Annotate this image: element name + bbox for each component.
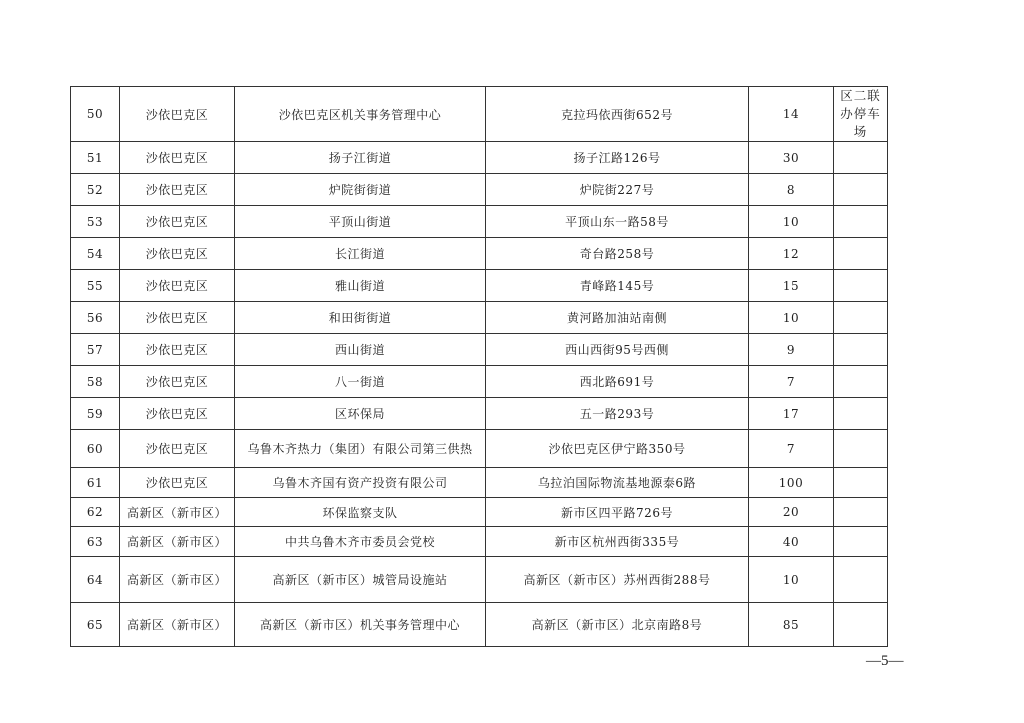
note-cell: 区二联办停车场 — [834, 87, 888, 142]
count-cell: 14 — [749, 87, 834, 142]
row-number-cell: 60 — [71, 430, 120, 468]
district-cell: 高新区（新市区） — [120, 557, 235, 603]
count-cell: 10 — [749, 206, 834, 238]
district-cell: 高新区（新市区） — [120, 527, 235, 557]
address-cell: 新市区杭州西街335号 — [486, 527, 749, 557]
row-number-cell: 61 — [71, 468, 120, 498]
row-number-cell: 55 — [71, 270, 120, 302]
district-cell: 沙依巴克区 — [120, 270, 235, 302]
district-cell: 高新区（新市区） — [120, 603, 235, 647]
district-cell: 沙依巴克区 — [120, 174, 235, 206]
address-cell: 黄河路加油站南侧 — [486, 302, 749, 334]
parking-table — [70, 86, 888, 647]
row-number-cell: 54 — [71, 238, 120, 270]
count-cell: 100 — [749, 468, 834, 498]
count-cell: 12 — [749, 238, 834, 270]
row-number-cell: 51 — [71, 142, 120, 174]
table-row — [71, 206, 888, 238]
unit-cell: 高新区（新市区）城管局设施站 — [235, 557, 486, 603]
table-row — [71, 334, 888, 366]
unit-cell: 乌鲁木齐国有资产投资有限公司 — [235, 468, 486, 498]
address-cell: 高新区（新市区）北京南路8号 — [486, 603, 749, 647]
unit-cell: 区环保局 — [235, 398, 486, 430]
unit-cell: 平顶山街道 — [235, 206, 486, 238]
count-cell: 17 — [749, 398, 834, 430]
table-row — [71, 430, 888, 468]
note-cell — [834, 498, 888, 527]
row-number-cell: 56 — [71, 302, 120, 334]
unit-cell: 环保监察支队 — [235, 498, 486, 527]
count-cell: 7 — [749, 366, 834, 398]
unit-cell: 乌鲁木齐热力（集团）有限公司第三供热 — [235, 430, 486, 468]
district-cell: 沙依巴克区 — [120, 430, 235, 468]
unit-cell: 沙依巴克区机关事务管理中心 — [235, 87, 486, 142]
unit-cell: 炉院街街道 — [235, 174, 486, 206]
count-cell: 40 — [749, 527, 834, 557]
table-row — [71, 398, 888, 430]
note-cell — [834, 603, 888, 647]
note-cell — [834, 302, 888, 334]
address-cell: 西山西街95号西侧 — [486, 334, 749, 366]
unit-cell: 扬子江街道 — [235, 142, 486, 174]
count-cell: 85 — [749, 603, 834, 647]
count-cell: 9 — [749, 334, 834, 366]
address-cell: 平顶山东一路58号 — [486, 206, 749, 238]
count-cell: 30 — [749, 142, 834, 174]
unit-cell: 八一街道 — [235, 366, 486, 398]
address-cell: 五一路293号 — [486, 398, 749, 430]
note-cell — [834, 206, 888, 238]
table-row — [71, 302, 888, 334]
address-cell: 西北路691号 — [486, 366, 749, 398]
table-row — [71, 238, 888, 270]
row-number-cell: 63 — [71, 527, 120, 557]
count-cell: 8 — [749, 174, 834, 206]
note-cell — [834, 238, 888, 270]
table-row — [71, 366, 888, 398]
parking-table-body — [71, 87, 888, 647]
unit-cell: 西山街道 — [235, 334, 486, 366]
district-cell: 沙依巴克区 — [120, 366, 235, 398]
table-row — [71, 527, 888, 557]
district-cell: 沙依巴克区 — [120, 238, 235, 270]
district-cell: 沙依巴克区 — [120, 142, 235, 174]
note-cell — [834, 468, 888, 498]
note-cell — [834, 527, 888, 557]
table-row — [71, 87, 888, 142]
table-row — [71, 142, 888, 174]
count-cell: 7 — [749, 430, 834, 468]
note-cell — [834, 398, 888, 430]
count-cell: 15 — [749, 270, 834, 302]
note-cell — [834, 430, 888, 468]
district-cell: 沙依巴克区 — [120, 334, 235, 366]
row-number-cell: 50 — [71, 87, 120, 142]
note-cell — [834, 174, 888, 206]
row-number-cell: 64 — [71, 557, 120, 603]
address-cell: 沙依巴克区伊宁路350号 — [486, 430, 749, 468]
page-number: —5— — [866, 653, 904, 669]
address-cell: 乌拉泊国际物流基地源泰6路 — [486, 468, 749, 498]
table-row — [71, 557, 888, 603]
note-cell — [834, 366, 888, 398]
note-cell — [834, 334, 888, 366]
unit-cell: 中共乌鲁木齐市委员会党校 — [235, 527, 486, 557]
address-cell: 扬子江路126号 — [486, 142, 749, 174]
row-number-cell: 52 — [71, 174, 120, 206]
row-number-cell: 65 — [71, 603, 120, 647]
count-cell: 10 — [749, 302, 834, 334]
note-cell — [834, 557, 888, 603]
note-cell — [834, 142, 888, 174]
row-number-cell: 58 — [71, 366, 120, 398]
row-number-cell: 53 — [71, 206, 120, 238]
table-row — [71, 270, 888, 302]
count-cell: 20 — [749, 498, 834, 527]
district-cell: 沙依巴克区 — [120, 398, 235, 430]
table-row — [71, 468, 888, 498]
address-cell: 新市区四平路726号 — [486, 498, 749, 527]
table-row — [71, 174, 888, 206]
address-cell: 高新区（新市区）苏州西街288号 — [486, 557, 749, 603]
district-cell: 沙依巴克区 — [120, 302, 235, 334]
district-cell: 沙依巴克区 — [120, 87, 235, 142]
row-number-cell: 62 — [71, 498, 120, 527]
district-cell: 高新区（新市区） — [120, 498, 235, 527]
unit-cell: 高新区（新市区）机关事务管理中心 — [235, 603, 486, 647]
row-number-cell: 57 — [71, 334, 120, 366]
note-cell — [834, 270, 888, 302]
address-cell: 克拉玛依西街652号 — [486, 87, 749, 142]
unit-cell: 和田街街道 — [235, 302, 486, 334]
address-cell: 青峰路145号 — [486, 270, 749, 302]
table-row — [71, 498, 888, 527]
address-cell: 炉院街227号 — [486, 174, 749, 206]
district-cell: 沙依巴克区 — [120, 206, 235, 238]
district-cell: 沙依巴克区 — [120, 468, 235, 498]
count-cell: 10 — [749, 557, 834, 603]
address-cell: 奇台路258号 — [486, 238, 749, 270]
table-row — [71, 603, 888, 647]
row-number-cell: 59 — [71, 398, 120, 430]
unit-cell: 长江街道 — [235, 238, 486, 270]
unit-cell: 雅山街道 — [235, 270, 486, 302]
